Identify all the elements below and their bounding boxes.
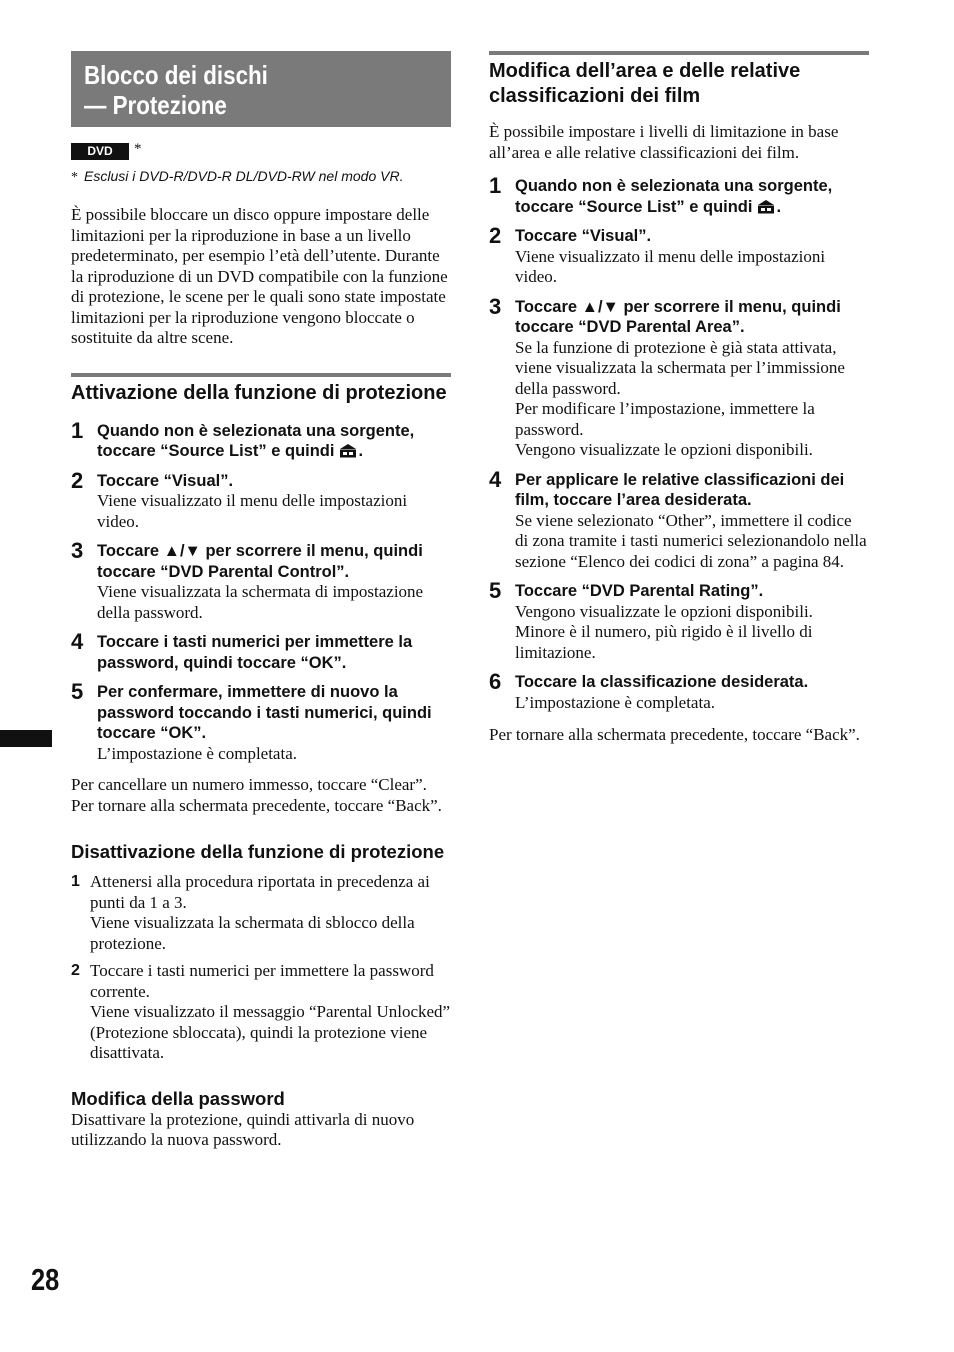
note-back: Per tornare alla schermata precedente, toccare “Back”. [71,795,442,815]
step-result: Se la funzione di protezione è già stata attivata, viene visualizzata la schermata per l’immissione della password. [515,337,845,398]
footnote-mark: * [71,170,78,185]
right-column [489,51,869,746]
step-instruction: Per confermare, immettere di nuovo la password toccando i tasti numerici, quindi toccare “OK”. [97,683,432,742]
step-number: 5 [71,679,84,704]
area-step-4 [489,466,869,573]
step-result: Viene visualizzato il menu delle impostazioni video. [515,246,826,286]
page-number: 28 [31,1262,60,1297]
area-intro: È possibile impostare i livelli di limitazione in base all’area e alle relative classificazioni dei film. [489,122,839,162]
step-instruction: Toccare la classificazione desiderata. [515,673,809,691]
home-icon [338,443,358,458]
area-step-3 [489,293,869,461]
step-5 [71,679,451,764]
step-number: 2 [71,467,84,493]
step-instruction: Toccare “Visual”. [97,471,234,490]
step-instruction: Toccare i tasti numerici per immettere la password, quindi toccare “OK”. [97,633,413,672]
step-number: 4 [489,466,502,492]
step-result: Minore è il numero, più rigido è il livello di limitazione. [515,622,813,662]
chapter-title-line2: — Protezione [84,90,227,120]
step-instruction: Quando non è selezionata una sorgente, toccare “Source List” e quindi . [97,421,415,460]
step-number: 2 [71,962,80,979]
step-1 [71,417,451,462]
step-number: 3 [489,293,502,319]
home-icon [756,199,776,214]
step-result: Viene visualizzato il messaggio “Parental Unlocked” (Protezione sbloccata), quindi la protezione viene disattivata. [90,1002,451,1062]
step-2 [71,467,451,533]
step-result: L’impostazione è completata. [515,692,715,712]
area-step-5 [489,578,869,663]
step-number: 5 [489,578,502,603]
step-result: L’impostazione è completata. [97,743,297,763]
area-step-6 [489,669,869,713]
chapter-title-box [71,51,451,127]
step-3 [71,538,451,623]
intro-paragraph: È possibile bloccare un disco oppure impostare delle limitazioni per la riproduzione in base a un livello predeterminato, per esempio l’età dell’utente. Durante la riproduzione di un DVD compatibile con la funzione di protezione, le scene per le quali sono state impostate limitazioni per la riproduzione vengono bloccate o sostituite da altre scene. [71,205,448,347]
step-result: Viene visualizzata la schermata di sblocco della protezione. [90,913,415,953]
step-number: 1 [489,173,502,198]
step-text: Attenersi alla procedura riportata in precedenza ai punti da 1 a 3. [90,872,430,912]
step-instruction: Toccare “DVD Parental Rating”. [515,582,764,600]
section-divider [71,373,451,377]
password-change-text: Disattivare la protezione, quindi attivarla di nuovo utilizzando la nuova password. [71,1109,415,1149]
left-column [71,51,451,1151]
step-number: 3 [71,538,84,563]
step-4 [71,629,451,673]
footnote-text: Esclusi i DVD-R/DVD-R DL/DVD-RW nel modo VR. [84,168,404,184]
disc-compatibility-row [71,141,451,161]
step-instruction: Toccare ▲/▼ per scorrere il menu, quindi toccare “DVD Parental Control”. [97,542,423,581]
step-result: Viene visualizzato il menu delle impostazioni video. [97,491,408,531]
step-result: Vengono visualizzate le opzioni disponibili. [515,440,813,459]
step-result: Se viene selezionato “Other”, immettere il codice di zona tramite i tasti numerici selezionandolo nella sezione “Elenco dei codici di zona” a pagina 84. [515,510,867,571]
deactivation-step-2 [71,961,451,1064]
note-back: Per tornare alla schermata precedente, toccare “Back”. [489,725,860,744]
section-title-area: Modifica dell’area e delle relative classificazioni dei film [489,60,801,107]
chapter-tab-marker [0,730,52,747]
step-number: 1 [71,873,80,890]
area-step-1 [489,173,869,217]
step-result: Vengono visualizzate le opzioni disponibili. [515,601,813,621]
section-title-activation: Attivazione della funzione di protezione [71,381,447,404]
step-instruction: Per applicare le relative classificazioni dei film, toccare l’area desiderata. [515,470,845,509]
step-number: 6 [489,669,502,694]
note-clear: Per cancellare un numero immesso, toccare “Clear”. [71,775,427,794]
area-step-2 [489,223,869,288]
step-text: Toccare i tasti numerici per immettere la password corrente. [90,961,434,1001]
dvd-badge: DVD [71,143,129,160]
section-title-deactivation: Disattivazione della funzione di protezione [71,841,445,862]
step-number: 4 [71,629,84,654]
step-result: Viene visualizzata la schermata di impostazione della password. [97,582,424,622]
step-result: Per modificare l’impostazione, immettere la password. [515,399,815,439]
step-instruction: Toccare ▲/▼ per scorrere il menu, quindi toccare “DVD Parental Area”. [515,297,841,336]
step-number: 1 [71,417,84,443]
deactivation-step-1 [71,872,451,954]
step-instruction: Toccare “Visual”. [515,227,652,245]
footnote [71,168,451,186]
section-divider [489,51,869,55]
chapter-title-line1: Blocco dei dischi [84,60,268,90]
dvd-badge-footnote-mark: * [134,140,142,157]
section-title-password: Modifica della password [71,1087,285,1109]
step-instruction: Quando non è selezionata una sorgente, toccare “Source List” e quindi . [515,177,833,216]
step-number: 2 [489,223,502,248]
